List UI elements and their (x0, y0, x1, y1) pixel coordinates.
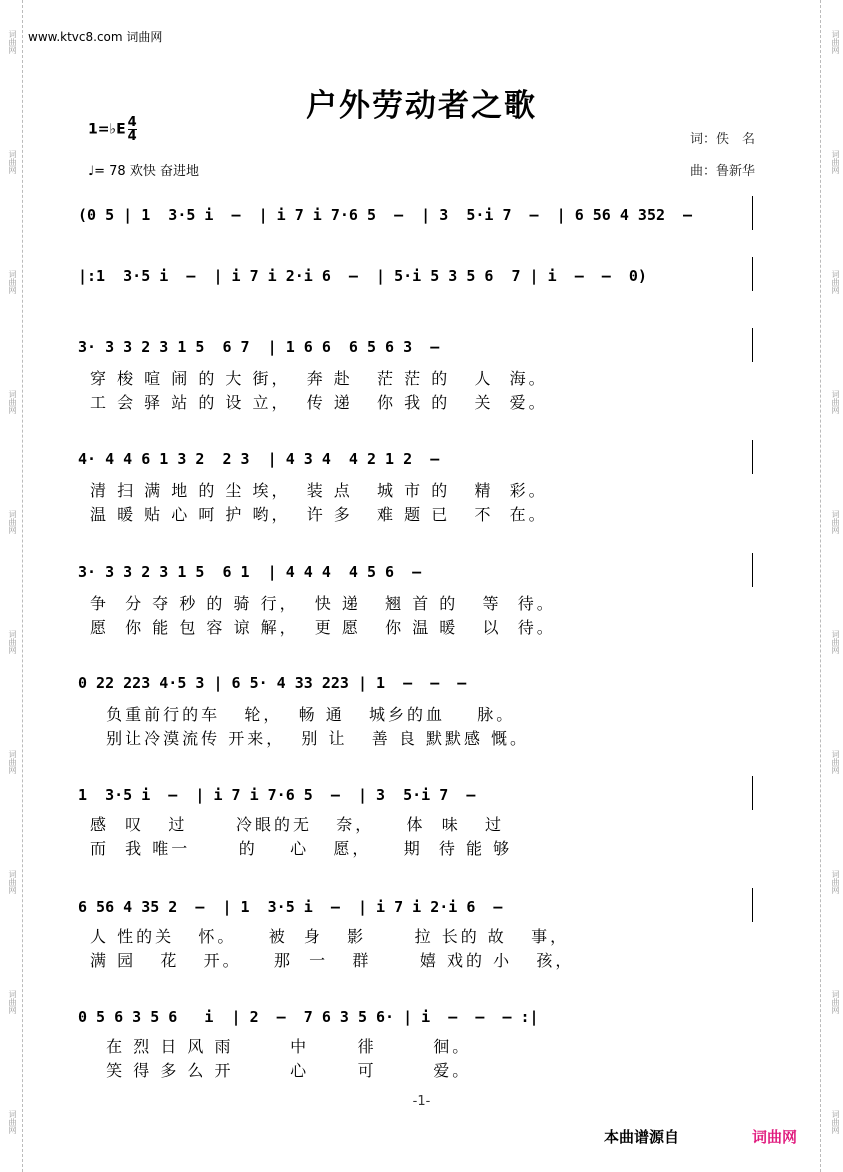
lyric-line-1: 负重前行的车 轮， 畅 通 城乡的血 脉。 (90, 705, 516, 724)
page-number: -1- (412, 1094, 431, 1109)
notation-line: 0 5 6 3 5 6 i | 2 – 7 6 3 5 6· | i – – – :| (78, 1008, 539, 1026)
time-numerator: 4 (127, 115, 137, 130)
lyric-line-1: 穿 梭 喧 闹 的 大 街， 奔 赴 茫 茫 的 人 海。 (90, 369, 548, 388)
side-watermark: 词曲网 (8, 270, 17, 294)
notation-line: 6 56 4 35 2 – | 1 3·5 i – | i 7 i 2·i 6 – (78, 898, 503, 916)
side-watermark: 词曲网 (831, 870, 840, 894)
time-signature (128, 116, 137, 143)
time-denominator: 4 (127, 129, 137, 144)
side-watermark: 词曲网 (831, 510, 840, 534)
barline (752, 888, 753, 922)
side-watermark: 词曲网 (8, 150, 17, 174)
lyric-line-2: 工 会 驿 站 的 设 立， 传 递 你 我 的 关 爱。 (90, 393, 548, 412)
lyric-line-2: 愿 你 能 包 容 谅 解， 更 愿 你 温 暖 以 待。 (90, 618, 556, 637)
side-watermark: 词曲网 (8, 390, 17, 414)
side-watermark: 词曲网 (8, 510, 17, 534)
staff-intro-1 (78, 206, 757, 246)
notation-line: 3· 3 3 2 3 1 5 6 1 | 4 4 4 4 5 6 – (78, 563, 422, 581)
notation-line: 3· 3 3 2 3 1 5 6 7 | 1 6 6 6 5 6 3 – (78, 338, 440, 356)
footer-source-label: 本曲谱源自 (604, 1128, 680, 1146)
notation-line: 0 22 223 4·5 3 | 6 5· 4 33 223 | 1 – – – (78, 674, 467, 692)
barline (752, 196, 753, 230)
barline (752, 776, 753, 810)
notation-line: (0 5 | 1 3·5 i – | i 7 i 7·6 5 – | 3 5·i 7 – | 6 56 4 352 – (78, 206, 693, 224)
site-url[interactable]: www.ktvc8.com 词曲网 (28, 30, 163, 44)
side-watermark: 词曲网 (831, 750, 840, 774)
barline (752, 553, 753, 587)
side-watermark: 词曲网 (8, 630, 17, 654)
lyric-line-2: 笑 得 多 么 开 心 可 爱。 (90, 1061, 472, 1080)
side-watermark: 词曲网 (8, 870, 17, 894)
lyric-line-1: 人 性的关 怀。 被 身 影 拉 长的 故 事， (90, 927, 570, 946)
side-watermark: 词曲网 (8, 1110, 17, 1134)
lyric-line-2: 而 我 唯一 的 心 愿， 期 待 能 够 (90, 839, 513, 858)
notation-line: |:1 3·5 i – | i 7 i 2·i 6 – | 5·i 5 3 5 6 7 | i – – 0) (78, 267, 647, 285)
key-label: 1=♭E (88, 121, 126, 138)
side-watermark: 词曲网 (831, 1110, 840, 1134)
side-watermark: 词曲网 (831, 990, 840, 1014)
staff-intro-2 (78, 267, 757, 307)
side-watermark: 词曲网 (831, 390, 840, 414)
lyric-line-1: 争 分 夺 秒 的 骑 行， 快 递 翘 首 的 等 待。 (90, 594, 556, 613)
composer-credit: 曲：鲁新华 (689, 164, 755, 179)
lyric-line-2: 温 暖 贴 心 呵 护 哟， 许 多 难 题 已 不 在。 (90, 505, 548, 524)
lyric-line-1: 清 扫 满 地 的 尘 埃， 装 点 城 市 的 精 彩。 (90, 481, 548, 500)
lyric-line-2: 别让冷漠流传 开来， 别 让 善 良 默默感 慨。 (90, 729, 530, 748)
key-signature (88, 116, 137, 143)
lyric-line-1: 在 烈 日 风 雨 中 徘 徊。 (90, 1037, 472, 1056)
barline (752, 328, 753, 362)
lyric-line-1: 感 叹 过 冷眼的无 奈， 体 味 过 (90, 815, 504, 834)
tempo-marking: ♩= 78 欢快 奋进地 (88, 164, 199, 179)
side-watermark: 词曲网 (831, 30, 840, 54)
footer-brand-link[interactable]: 词曲网 (752, 1128, 798, 1146)
side-watermark: 词曲网 (831, 270, 840, 294)
side-watermark: 词曲网 (8, 30, 17, 54)
side-watermark: 词曲网 (8, 990, 17, 1014)
lyric-line-2: 满 园 花 开。 那 一 群 嬉 戏的 小 孩， (90, 951, 575, 970)
song-title: 户外劳动者之歌 (306, 88, 537, 124)
side-watermark: 词曲网 (831, 630, 840, 654)
side-watermark: 词曲网 (831, 150, 840, 174)
notation-line: 4· 4 4 6 1 3 2 2 3 | 4 3 4 4 2 1 2 – (78, 450, 440, 468)
lyricist-credit: 词：佚 名 (689, 132, 755, 147)
side-watermark: 词曲网 (8, 750, 17, 774)
notation-line: 1 3·5 i – | i 7 i 7·6 5 – | 3 5·i 7 – (78, 786, 476, 804)
barline (752, 257, 753, 291)
barline (752, 440, 753, 474)
